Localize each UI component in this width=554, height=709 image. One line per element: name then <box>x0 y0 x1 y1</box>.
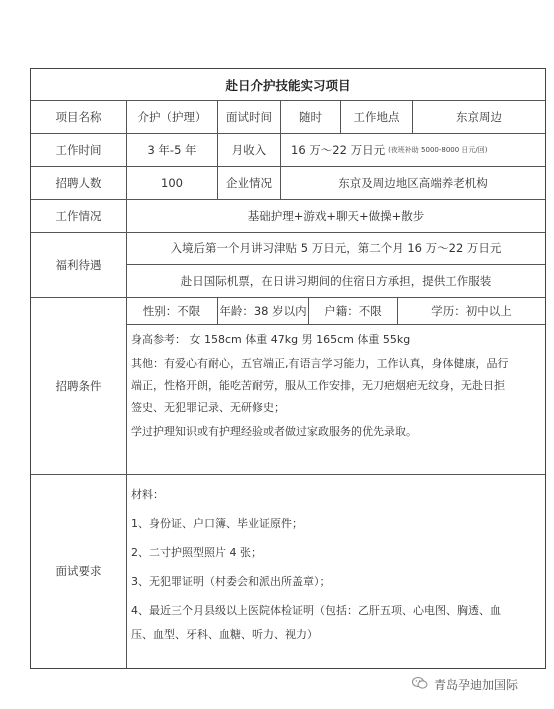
height-reference: 身高参考： 女 158cm 体重 47kg 男 165cm 体重 55kg <box>131 333 411 346</box>
interview-line: 压、血型、牙科、血糖、听力、视力） <box>131 628 318 641</box>
monthly-income-note: (夜班补助 5000-8000 日元/回) <box>388 145 488 154</box>
table-row <box>31 166 545 200</box>
interview-line: 2、二寸护照型照片 4 张； <box>131 546 262 559</box>
job-value: 基础护理+游戏+聊天+做操+散步 <box>126 199 545 232</box>
education-value: 学历：初中以上 <box>397 297 545 324</box>
interview-line: 4、最近三个月县级以上医院体检证明（包括：乙肝五项、心电图、胸透、血 <box>131 604 501 617</box>
other-line: 端正，性格开朗，能吃苦耐劳，服从工作安排，无刀疤烟疤无纹身，无赴日拒 <box>131 379 505 392</box>
company-value: 东京及周边地区高端养老机构 <box>280 166 545 199</box>
monthly-income-value: 16 万～22 万日元 <box>291 142 386 157</box>
headcount-label: 招聘人数 <box>55 175 102 190</box>
work-time-value: 3 年-5 年 <box>126 133 217 166</box>
other-conditions <box>131 353 539 443</box>
interview-label: 面试要求 <box>55 564 102 578</box>
title-row <box>31 69 545 101</box>
project-value: 介护（护理） <box>126 100 217 133</box>
work-location-label: 工作地点 <box>340 100 412 133</box>
gender-value: 性别：不限 <box>142 303 201 318</box>
project-label: 项目名称 <box>55 109 102 124</box>
interview-time-value: 随时 <box>280 100 340 133</box>
company-label: 企业情况 <box>217 166 280 199</box>
other-line: 签史、无犯罪记录、无研修史； <box>131 401 285 414</box>
job-label: 工作情况 <box>55 208 102 223</box>
monthly-income-label: 月收入 <box>217 133 280 166</box>
headcount-value: 100 <box>126 166 217 199</box>
recruit-basic-row <box>126 297 545 325</box>
table-row <box>31 297 545 475</box>
interview-materials <box>131 480 539 645</box>
watermark <box>412 676 518 693</box>
recruit-label: 招聘条件 <box>55 378 102 393</box>
project-table <box>30 68 546 669</box>
table-title: 赴日介护技能实习项目 <box>225 77 351 93</box>
table-row <box>31 474 545 668</box>
interview-time-label: 面试时间 <box>217 100 280 133</box>
table-row <box>31 133 545 167</box>
other-line: 学过护理知识或有护理经验或者做过家政服务的优先录取。 <box>131 425 417 438</box>
monthly-income-cell <box>280 133 545 166</box>
welfare-line-2: 赴日国际机票，在日讲习期间的住宿日方承担，提供工作服装 <box>126 265 545 297</box>
other-line: 其他：有爱心有耐心，五官端正,有语言学习能力，工作认真，身体健康，品行 <box>131 357 509 370</box>
work-time-label: 工作时间 <box>55 142 102 157</box>
welfare-label: 福利待遇 <box>55 257 102 272</box>
hukou-value: 户籍：不限 <box>308 297 397 324</box>
age-value: 年龄：38 岁以内 <box>217 297 308 324</box>
watermark-text: 青岛孕迪加国际 <box>434 678 519 692</box>
wechat-icon <box>412 677 434 692</box>
table-row <box>31 199 545 233</box>
interview-line: 3、无犯罪证明（村委会和派出所盖章）； <box>131 575 331 588</box>
work-location-value: 东京周边 <box>412 100 545 133</box>
interview-line: 1、身份证、户口簿、毕业证原件； <box>131 517 303 530</box>
table-row <box>31 100 545 134</box>
interview-line: 材料： <box>131 488 164 501</box>
table-row <box>31 232 545 298</box>
welfare-line-1: 入境后第一个月讲习津贴 5 万日元，第二个月 16 万～22 万日元 <box>126 232 545 265</box>
